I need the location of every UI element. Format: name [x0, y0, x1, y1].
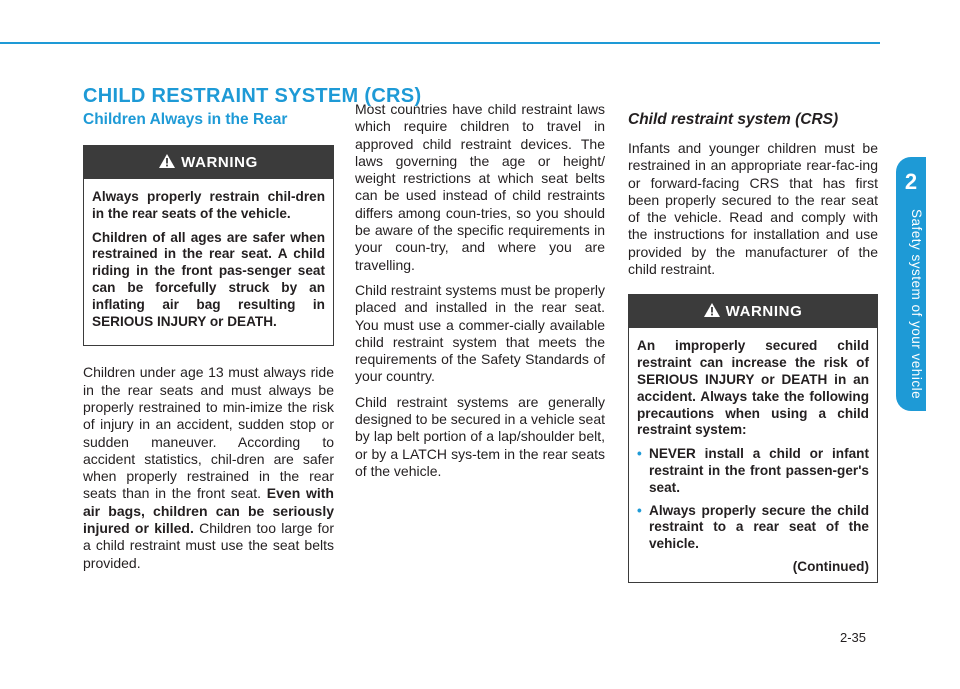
bullet-text: Always properly secure the child restraint to a rear seat of the vehicle.	[649, 502, 869, 552]
bullet-text: NEVER install a child or infant restraint in the front passen-ger's seat.	[649, 446, 869, 495]
warning-triangle-icon	[704, 296, 720, 329]
continued-note: (Continued)	[792, 558, 869, 574]
chapter-label: Safety system of your vehicle	[909, 209, 924, 400]
paragraph-securing: Child restraint systems are generally designed to be secured in a vehicle seat by lap belt portion of a lap/shoulder belt, or by a LATCH sys-tem in the rear seats of the vehicle.	[355, 393, 605, 479]
warning-header	[84, 146, 333, 179]
warning-bullet	[637, 503, 869, 553]
body-text-bold: Even with air bags, children can be seriously injured or killed.	[83, 485, 334, 537]
column-2	[355, 101, 605, 488]
bullet-icon: •	[637, 502, 642, 518]
paragraph-placement: Child restraint systems must be properly placed and installed in the rear seat. You must use a commer-cially available child restraint system that meets the requirements of the Safety Standards of your country.	[355, 281, 605, 385]
warning-triangle-icon	[159, 147, 175, 180]
paragraph-laws: Most countries have child restraint laws which require children to travel in approved child restraint devices. The laws governing the age or height/ weight restrictions at which seat belts can be used instead of child restraints differs among coun-tries, so you should be aware of the specific requirements in your coun-try, and where you are travelling.	[355, 101, 605, 273]
warning-text-1: Always properly restrain chil-dren in the rear seats of the vehicle.	[92, 189, 325, 221]
top-rule	[0, 42, 880, 44]
warning-box-rear-seat	[83, 145, 334, 346]
warning-title: WARNING	[181, 154, 258, 171]
chapter-number: 2	[904, 169, 918, 194]
warning-bullet-list	[637, 446, 869, 553]
bullet-icon: •	[637, 446, 642, 462]
body-paragraph-children	[83, 364, 334, 572]
column-1	[83, 111, 334, 580]
warning-intro: An improperly secured child restraint can increase the risk of SERIOUS INJURY or DEATH in an accident. Always take the following precautions when using a child restraint system:	[637, 338, 869, 438]
warning-header	[629, 295, 877, 328]
paragraph-infants: Infants and younger children must be restrained in an appropriate rear-fac-ing or forward-facing CRS that has first been properly secured to the rear seat of the vehicle. Read and comply with the instructions for installation and use provided by the manufacturer of the child restraint.	[628, 140, 878, 278]
warning-bullet	[637, 446, 869, 496]
subheading-children-rear: Children Always in the Rear	[83, 111, 288, 128]
body-text: Children under age 13 must always ride in the rear seats and must always be properly restrained to min-imize the risk of injury in an accident, sudden stop or sudden maneuver. According to accident statistics, chil-dren are safer when properly restrained in the rear seats than in the front seat.	[83, 364, 334, 502]
warning-box-crs	[628, 294, 878, 583]
warning-title: WARNING	[725, 303, 803, 321]
warning-text-2: Children of all ages are safer when restrained in the rear seat. A child riding in the front pas-senger seat can be forcefully struck by an inflating air bag resulting in SERIOUS INJURY or DEATH.	[92, 229, 325, 329]
column-3	[628, 111, 878, 601]
section-title: CHILD RESTRAINT SYSTEM (CRS)	[83, 85, 422, 107]
chapter-tab	[896, 157, 926, 411]
subheading-crs: Child restraint system (CRS)	[628, 111, 839, 128]
body-text-tail: Children too large for a child restraint must use the seat belts provided.	[83, 520, 334, 571]
warning-body	[84, 179, 333, 345]
warning-body	[629, 328, 877, 582]
page-number: 2-35	[840, 630, 867, 645]
